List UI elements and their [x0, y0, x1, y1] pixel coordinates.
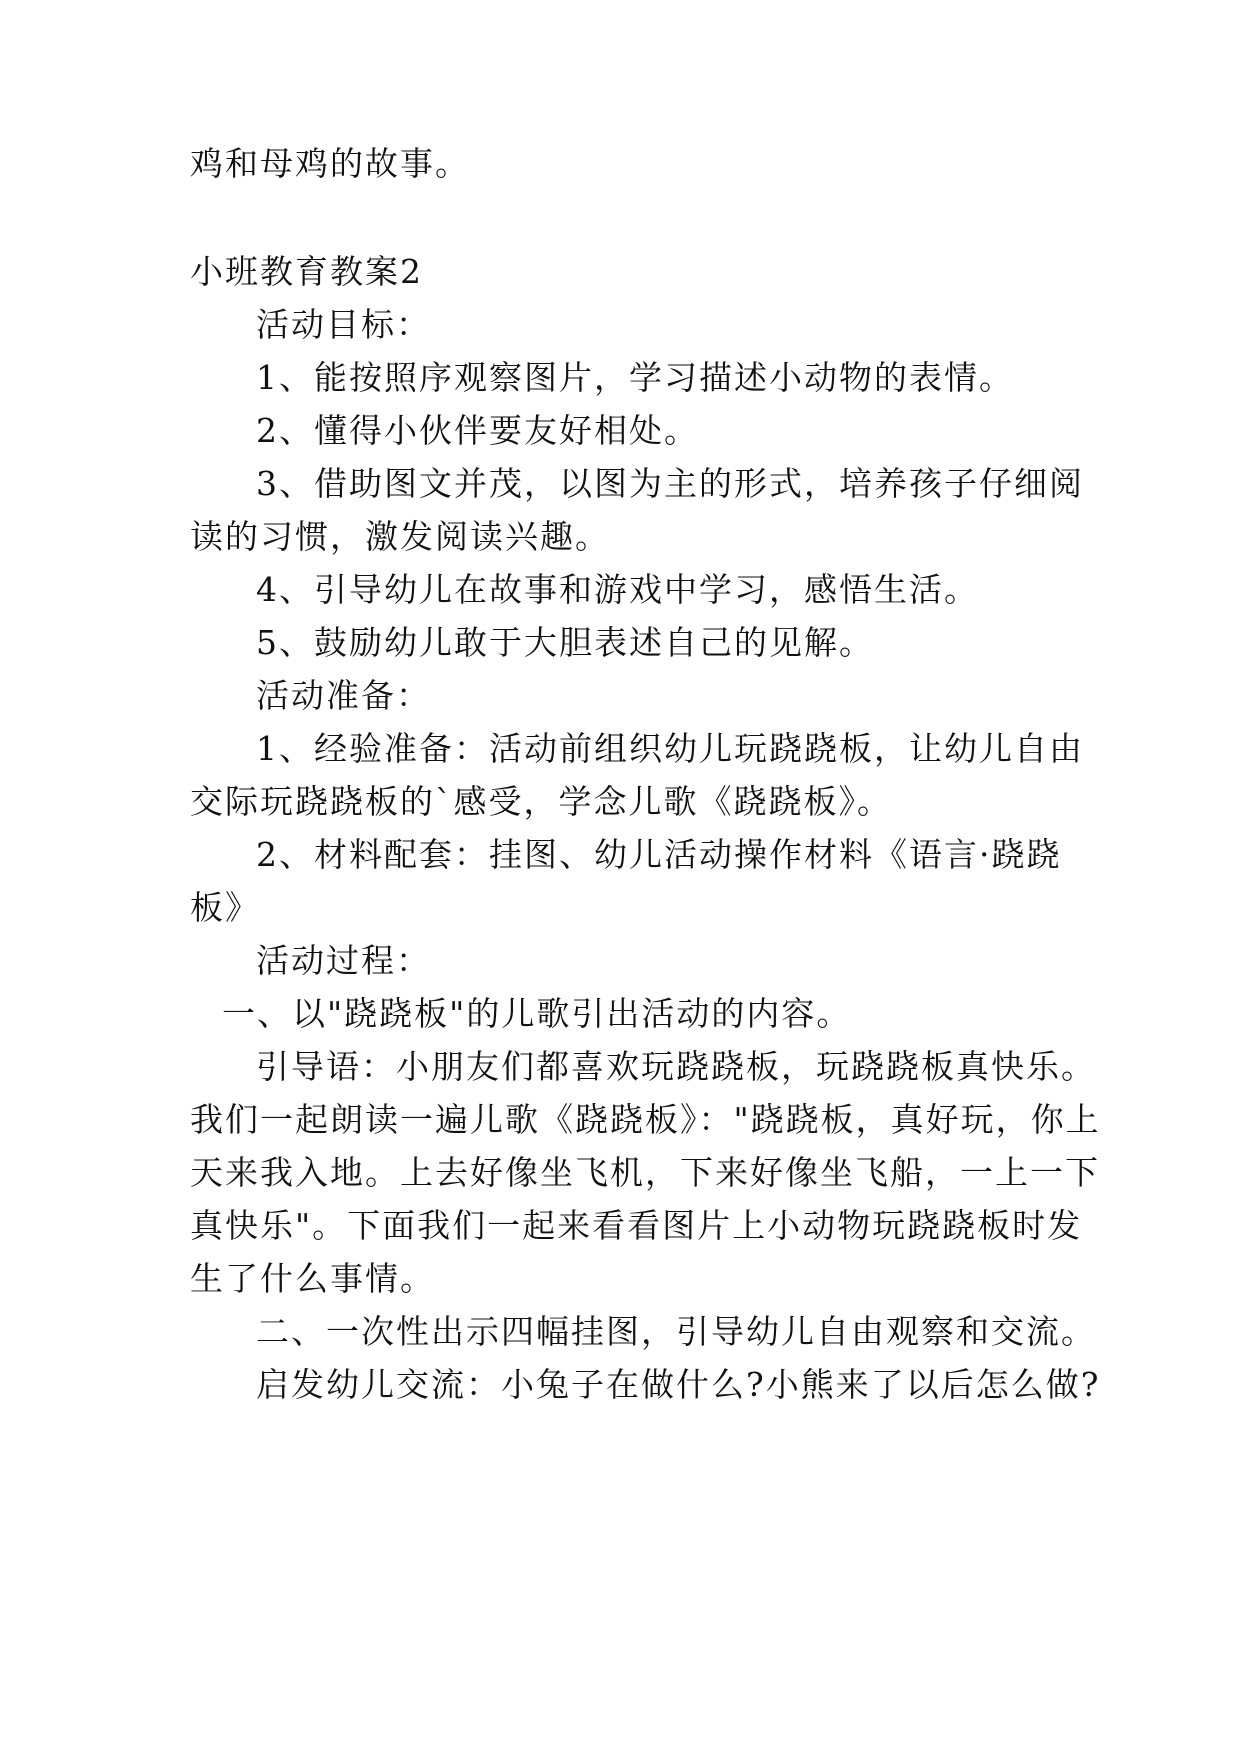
goal-1: 1、能按照序观察图片，学习描述小动物的表情。	[256, 358, 1014, 397]
prep-1-line2: 交际玩跷跷板的`感受，学念儿歌《跷跷板》。	[190, 782, 892, 821]
goals-heading: 活动目标：	[256, 305, 431, 344]
step-2: 二、一次性出示四幅挂图，引导幼儿自由观察和交流。	[256, 1312, 1096, 1351]
prep-2-line2: 板》	[190, 888, 260, 927]
process-heading: 活动过程：	[256, 941, 431, 980]
prompt-line: 启发幼儿交流：小兔子在做什么?小熊来了以后怎么做?	[256, 1365, 1101, 1404]
guide-line2: 我们一起朗读一遍儿歌《跷跷板》："跷跷板，真好玩，你上	[190, 1100, 1101, 1139]
goal-5: 5、鼓励幼儿敢于大胆表述自己的见解。	[256, 623, 874, 662]
goal-2: 2、懂得小伙伴要友好相处。	[256, 411, 699, 450]
intro-tail: 鸡和母鸡的故事。	[190, 144, 470, 183]
goal-3-line1: 3、借助图文并茂，以图为主的形式，培养孩子仔细阅	[256, 464, 1084, 503]
step-1: 一、以"跷跷板"的儿歌引出活动的内容。	[222, 994, 852, 1033]
guide-line5: 生了什么事情。	[190, 1259, 435, 1298]
prep-heading: 活动准备：	[256, 676, 431, 715]
guide-line4: 真快乐"。下面我们一起来看看图片上小动物玩跷跷板时发	[190, 1206, 1083, 1245]
guide-line3: 天来我入地。上去好像坐飞机，下来好像坐飞船，一上一下	[190, 1153, 1100, 1192]
goal-3-line2: 读的习惯，激发阅读兴趣。	[190, 517, 610, 556]
section-title: 小班教育教案2	[190, 252, 423, 291]
goal-4: 4、引导幼儿在故事和游戏中学习，感悟生活。	[256, 570, 979, 609]
prep-1-line1: 1、经验准备：活动前组织幼儿玩跷跷板，让幼儿自由	[256, 729, 1084, 768]
guide-line1: 引导语：小朋友们都喜欢玩跷跷板，玩跷跷板真快乐。	[256, 1047, 1096, 1086]
prep-2-line1: 2、材料配套：挂图、幼儿活动操作材料《语言·跷跷	[256, 835, 1062, 874]
